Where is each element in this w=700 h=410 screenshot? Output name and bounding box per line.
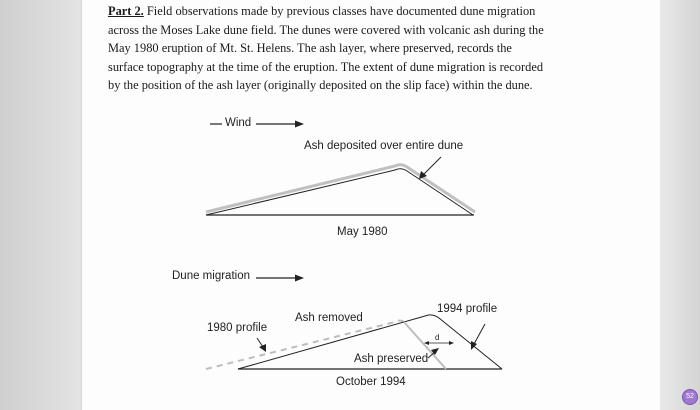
- ash-deposited-label: Ash deposited over entire dune: [304, 140, 464, 152]
- dune-migration-label: Dune migration: [172, 270, 250, 282]
- profile-1980-pointer-head: [259, 344, 266, 352]
- ash-removed-label: Ash removed: [295, 312, 363, 324]
- profile-1980-pointer: [257, 338, 263, 347]
- profile-1994-label: 1994 profile: [437, 303, 498, 315]
- paragraph-line-1-text: Field observations made by previous classes have documented dune migration: [143, 4, 536, 18]
- wind-label: Wind: [225, 117, 252, 129]
- paragraph-line-5: by the position of the ash layer (originally deposited on the slip face) within the dune.: [108, 78, 533, 93]
- page-number-badge[interactable]: 52: [682, 389, 698, 405]
- distance-arrow-right: [449, 341, 454, 345]
- distance-label: d: [435, 333, 440, 342]
- migration-arrow-head: [295, 275, 304, 282]
- october-1994-label: October 1994: [336, 376, 406, 388]
- wind-arrow-head: [295, 121, 304, 128]
- ash-pointer-line: [422, 157, 441, 176]
- may-1980-label: May 1980: [337, 226, 388, 238]
- profile-1994-pointer: [474, 324, 485, 344]
- ash-preserved-label: Ash preserved: [354, 353, 429, 365]
- dune-surface-1980: [206, 169, 473, 215]
- profile-1980-label: 1980 profile: [207, 322, 268, 334]
- part-heading: Part 2.: [108, 4, 144, 18]
- paragraph-line-4: surface topography at the time of the eruption. The extent of dune migration is recorded: [108, 59, 544, 74]
- paragraph-line-3: May 1980 eruption of Mt. St. Helens. The ash layer, where preserved, records the: [108, 41, 512, 56]
- paragraph-line-2: across the Moses Lake dune field. The dunes were covered with volcanic ash during the: [108, 22, 544, 37]
